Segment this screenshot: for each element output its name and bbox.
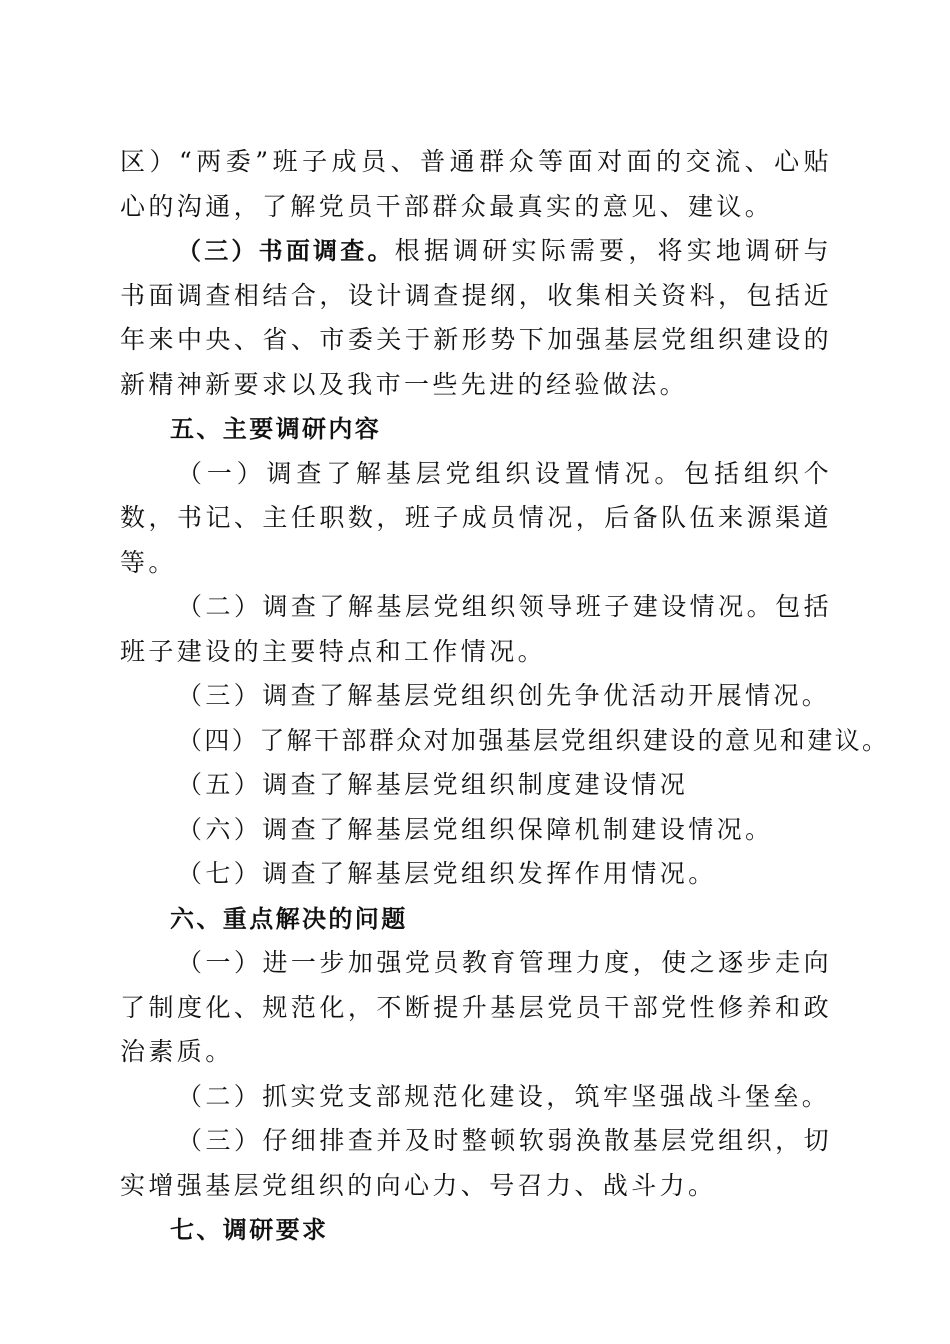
key-issue-2: （二）抓实党支部规范化建设，筑牢坚强战斗堡垒。: [177, 1081, 831, 1111]
paragraph-written-survey: [120, 229, 832, 407]
content-item-4: （四）了解干部群众对加强基层党组织建设的意见和建议。: [177, 725, 890, 755]
content-item-7: （七）调查了解基层党组织发挥作用情况。: [177, 859, 717, 888]
content-item-3: （三）调查了解基层党组织创先争优活动开展情况。: [177, 681, 831, 710]
document-body: [120, 140, 890, 1253]
paragraph-lead-written-survey: （三）书面调查。: [177, 237, 395, 265]
section-heading-5: 五、主要调研内容: [170, 415, 382, 443]
section-heading-7: 七、调研要求: [170, 1216, 329, 1244]
content-item-2: （二）调查了解基层党组织领导班子建设情况。包括班子建设的主要特点和工作情况。: [120, 592, 832, 666]
key-issue-3: （三）仔细排查并及时整顿软弱涣散基层党组织，切实增强基层党组织的向心力、号召力、战斗力。: [120, 1126, 832, 1200]
content-item-1: （一）调查了解基层党组织设置情况。包括组织个数，书记、主任职数，班子成员情况，后备队伍来源渠道等。: [120, 458, 832, 577]
content-item-6: （六）调查了解基层党组织保障机制建设情况。: [177, 814, 774, 844]
paragraph-text-written-survey: 根据调研实际需要，将实地调研与书面调查相结合，设计调查提纲，收集相关资料，包括近年来中央、省、市委关于新形势下加强基层党组织建设的新精神新要求以及我市一些先进的经验做法。: [120, 236, 832, 399]
paragraph-continuation: 区）“两委”班子成员、普通群众等面对面的交流、心贴心的沟通，了解党员干部群众最真实的意见、建议。: [120, 147, 832, 221]
section-heading-6: 六、重点解决的问题: [170, 904, 408, 933]
key-issue-1: （一）进一步加强党员教育管理力度，使之逐步走向了制度化、规范化，不断提升基层党员干部党性修养和政治素质。: [120, 948, 832, 1066]
content-item-5: （五）调查了解基层党组织制度建设情况: [177, 770, 689, 799]
